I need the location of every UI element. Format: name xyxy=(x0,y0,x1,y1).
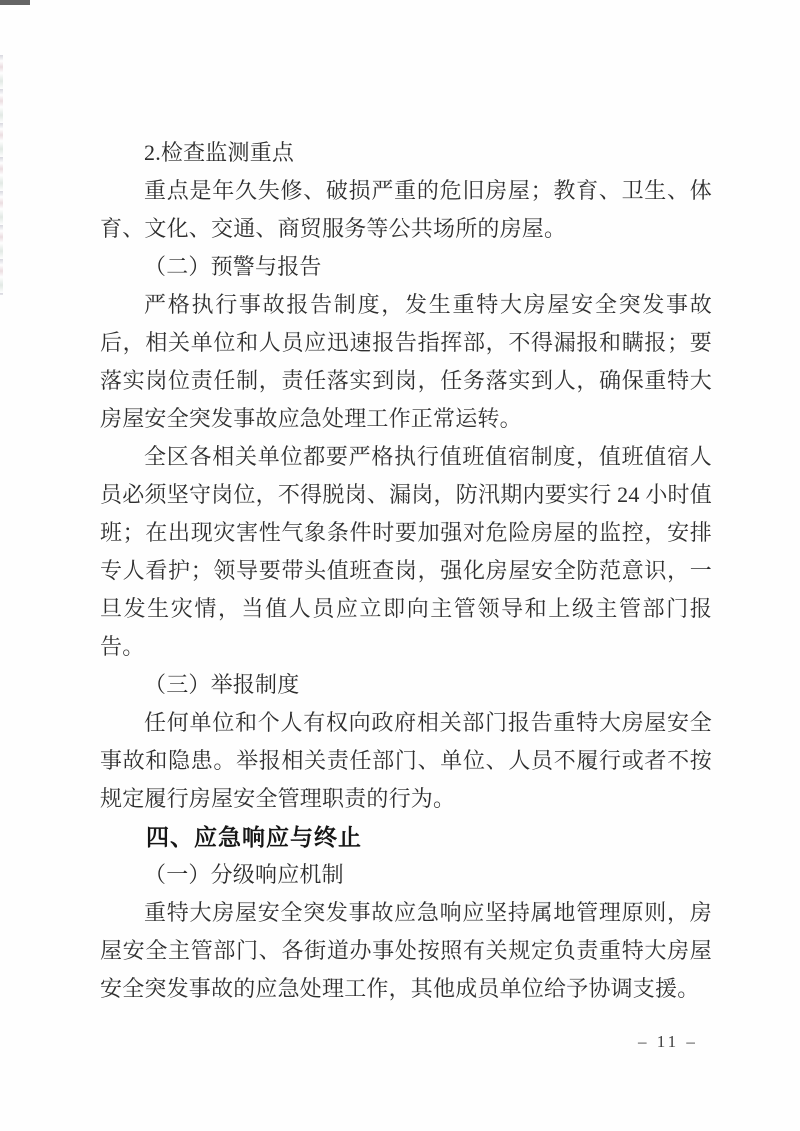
section-main-heading: 四、应急响应与终止 xyxy=(146,824,362,850)
section-subheading: （二）预警与报告 xyxy=(144,254,322,279)
paragraph: 任何单位和个人有权向政府相关部门报告重特大房屋安全事故和隐患。举报相关责任部门、单位、人员不履行或者不按规定履行房屋安全管理职责的行为。 xyxy=(100,710,712,811)
paragraph: 重点是年久失修、破损严重的危旧房屋；教育、卫生、体育、文化、交通、商贸服务等公共场所的房屋。 xyxy=(100,178,712,241)
paragraph: 重特大房屋安全突发事故应急响应坚持属地管理原则，房屋安全主管部门、各街道办事处按照有关规定负责重特大房屋安全突发事故的应急处理工作，其他成员单位给予协调支援。 xyxy=(100,900,712,1001)
section-subheading: （一）分级响应机制 xyxy=(144,862,344,887)
section-subheading: （三）举报制度 xyxy=(144,672,300,697)
paragraph: 全区各相关单位都要严格执行值班值宿制度，值班值宿人员必须坚守岗位，不得脱岗、漏岗，防汛期内要实行 24 小时值班；在出现灾害性气象条件时要加强对危险房屋的监控，安排专人看护；领导要带头值班查岗，强化房屋安全防范意识，一旦发生灾情，当值人员应立即向主管领导和上级主管部门报告。 xyxy=(100,444,712,659)
page-number: – 11 – xyxy=(638,1032,698,1051)
document-body xyxy=(100,134,712,1008)
scan-artifact-left-edge xyxy=(0,55,3,295)
numbered-subheading: 2.检查监测重点 xyxy=(144,140,295,165)
scan-artifact-corner xyxy=(0,0,30,5)
paragraph: 严格执行事故报告制度，发生重特大房屋安全突发事故后，相关单位和人员应迅速报告指挥部，不得漏报和瞒报；要落实岗位责任制，责任落实到岗，任务落实到人，确保重特大房屋安全突发事故应急处理工作正常运转。 xyxy=(100,292,712,431)
